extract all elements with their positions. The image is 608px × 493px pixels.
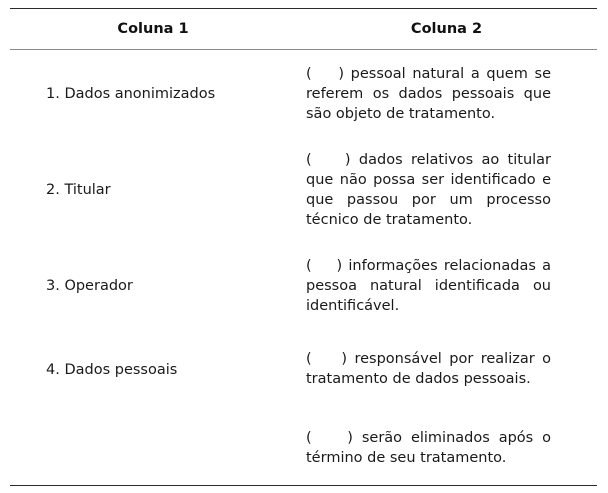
answer-blank-4: ( ): [306, 351, 348, 367]
column-1-item-3: 3. Operador: [46, 278, 133, 294]
column-2-item-5-text: serão eliminados após o término de seu tratamento.: [306, 430, 551, 466]
column-2-item-4: [306, 349, 551, 389]
table-bottom-rule: [10, 485, 597, 486]
header-divider: [10, 49, 597, 50]
column-1-item-4: 4. Dados pessoais: [46, 362, 178, 378]
answer-blank-3: ( ): [306, 258, 343, 274]
column-2-item-3: [306, 256, 551, 316]
column-2-header: Coluna 2: [410, 20, 483, 37]
column-2-item-1-text: pessoal natural a quem se referem os dados pessoais que são objeto de tratamento.: [306, 66, 551, 122]
column-1-header: Coluna 1: [117, 20, 189, 37]
column-2-item-5: [306, 428, 551, 468]
answer-blank-2: ( ): [306, 152, 351, 168]
answer-blank-1: ( ): [306, 66, 344, 82]
column-2-item-4-text: responsável por realizar o tratamento de dados pessoais.: [306, 351, 551, 387]
column-1-item-2: 2. Titular: [46, 182, 111, 198]
column-2-item-1: [306, 64, 551, 124]
column-2-item-2: [306, 150, 551, 230]
column-2-item-3-text: informações relacionadas a pessoa natural identificada ou identificável.: [306, 258, 551, 314]
column-2-item-2-text: dados relativos ao titular que não possa ser identificado e que passou por um processo técnico de tratamento.: [306, 152, 552, 228]
answer-blank-5: ( ): [306, 430, 353, 446]
column-1-item-1: 1. Dados anonimizados: [46, 86, 216, 102]
